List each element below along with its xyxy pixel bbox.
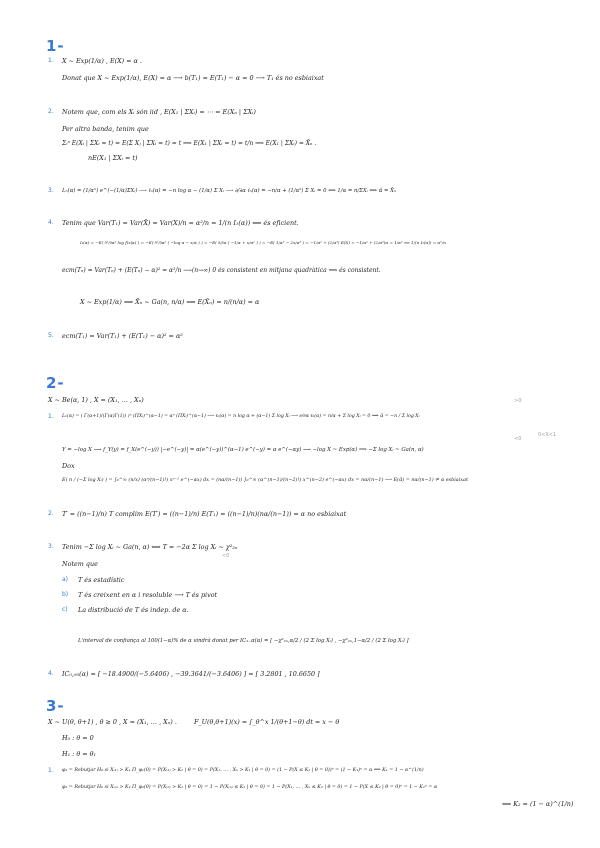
section-title-2: 2- <box>46 374 65 392</box>
item-number: 5. <box>48 332 54 339</box>
text-line: ecm(T₁) = Var(T₁) + (E(T₁) − α)² = α² <box>62 332 183 340</box>
text-line: φ₂ = Rebutjar H₀ si X₍ₙ₎ > K₂ Π_φ₂(0) = P(X₍ₙ₎ > K₂ | θ = 0) = 1 − P(X₍ₙ₎ ≤ K₂ | θ = 0) = 1 − P(X₁, … , Xₙ ≤ K₂ | θ = 0) = 1 − P(X ≤ K₂ | θ = 0)ⁿ = 1 − K₂ⁿ = α <box>62 785 438 790</box>
text-line: Notem que, com els Xᵢ són iid , E(X₁ | ΣXᵢ) = ⋯ = E(Xₙ | ΣXᵢ) <box>62 108 256 116</box>
text-line: Notem que <box>62 560 98 568</box>
annotation-positive: >0 <box>514 398 522 404</box>
text-line: ⟺ K₂ = (1 − α)^(1/n) <box>502 800 574 808</box>
item-number: 2. <box>48 108 54 115</box>
text-line: T és creixent en α i resoluble ⟶ T és pivot <box>78 591 218 599</box>
item-number: 1. <box>48 57 54 64</box>
text-line: φ₁ = Rebutjar H₀ si X₍₁₎ > K₁ Π_φ₁(0) = P(X₍₁₎ > K₁ | θ = 0) = P(X₁, … , Xₙ > K₁ | θ = 0) = (1 − P(X ≤ K₁ | θ = 0))ⁿ = (1 − K₁)ⁿ = α ⟺ K₁ = 1 − α^(1/n) <box>62 768 424 773</box>
item-number: 1. <box>48 767 54 774</box>
item-number: 4. <box>48 670 54 677</box>
annotation-negative: <0 <box>514 436 522 442</box>
text-line: L'interval de confiança al 100(1−α)% de α vindrà donat per IC₁₋α(α) = [ −χ²₂ₙ,α/2 / (2 Σ log Xᵢ) , −χ²₂ₙ,1−α/2 / (2 Σ log Xᵢ) ] <box>78 638 409 644</box>
text-line: T és estadístic <box>78 576 125 584</box>
text-line: X ~ Be(α, 1) , X = (X₁, … , Xₙ) <box>48 396 144 404</box>
text-line: Donat que X ~ Exp(1/α), E(X) = α ⟶ b(T₁) = E(T₁) − α = 0 ⟶ T₁ és no esbiaixat <box>62 74 324 82</box>
text-line: Σᵢⁿ E(Xᵢ | ΣXᵢ = t) = E(Σ Xⱼ | ΣXᵢ = t) = t ⟹ E(X₁ | ΣXᵢ = t) = t/n ⟹ E(X₁ | ΣXᵢ) = X̄ₙ . <box>62 140 317 147</box>
text-line: X ~ Exp(1/α) ⟹ X̄ₙ ~ Ga(n, n/α) ⟹ E(X̄ₙ) = n/(n/α) = α <box>80 298 260 306</box>
text-line: T′ = ((n−1)/n) T complim E(T′) = ((n−1)/n) E(T₁) = ((n−1)/n)(nα/(n−1)) = α no esbiaixat <box>62 510 347 518</box>
text-line: X ~ U(θ, θ+1) , θ ≥ 0 , X = (X₁, … , Xₙ) . <box>48 718 177 726</box>
text-line: nE(X₁ | ΣXᵢ = t) <box>88 154 138 162</box>
text-line: ecm(Tₙ) = Var(Tₙ) + (E(Tₙ) − α)² = α²/n ⟶(n→∞) 0 és consistent en mitjana quadràtica ⟹ és consistent. <box>62 267 381 274</box>
text-line: Lₙ(α) = (1/αⁿ) e^(−(1/α)ΣXᵢ) ⟶ ℓₙ(α) = −n log α − (1/α) Σ Xᵢ ⟶ ∂/∂α ℓₙ(α) = −n/α + (1/α²) Σ Xᵢ = 0 ⟺ 1/α = n/ΣXᵢ ⟺ α̂ = X̄ₙ <box>62 188 397 194</box>
item-label: a) <box>62 576 69 583</box>
text-line: E( n / (−Σ log Xᵢ) ) = ∫₀^∞ (n/x) (αⁿ/(n−1)!) xⁿ⁻¹ e^(−αx) dx = (nα/(n−1)) ∫₀^∞ (α^(n−1)/(n−2)!) x^(n−2) e^(−αx) dx = nα/(n−1) ⟶ E(α̂) = nα/(n−1) ≠ α esbiaixat <box>62 477 468 483</box>
text-line: H₀ : θ = 0 <box>62 734 94 742</box>
item-label: b) <box>62 591 69 598</box>
text-line: Tenim que Var(T₁) = Var(X̄) = Var(X)/n = α²/n = 1/(n I₁(α)) ⟺ és eficient. <box>62 219 299 227</box>
text-line: F_U(θ,θ+1)(x) = ∫_θ^x 1/(θ+1−θ) dt = x − θ <box>194 718 340 726</box>
text-line: I₁(α) = −E( ∂²/∂α² log f(x|α) ) = −E( ∂²/∂α² ( −log α − x/α ) ) = −E( ∂/∂α ( −1/α + x/α² ) ) = −E( 1/α² − 2x/α³ ) = −1/α² + (2/α³) E(X) = −1/α² + (2/α³)α = 1/α² ⟹ 1/(n I₁(α)) = α²/n <box>80 240 446 245</box>
text-line: La distribució de T és indep. de α. <box>78 606 189 614</box>
text-line: IC₀,₉₅(α) = [ −18.4900/(−5.6406) , −39.3641/(−3.6406) ] = [ 3.2801 , 10.6650 ] <box>62 670 320 678</box>
text-line: H₁ : θ = θ₁ <box>62 750 97 758</box>
annotation-negative: <0 <box>222 553 230 559</box>
item-number: 4. <box>48 219 54 226</box>
item-number: 2. <box>48 510 54 517</box>
item-number: 3. <box>48 543 54 550</box>
item-number: 3. <box>48 187 54 194</box>
item-number: 1. <box>48 413 54 420</box>
item-label: c) <box>62 606 68 613</box>
text-line: Tenim −Σ log Xᵢ ~ Ga(n, α) ⟺ T = −2α Σ log Xᵢ ~ χ²₂ₙ <box>62 543 238 551</box>
annotation-range: 0<X<1 <box>538 432 557 438</box>
text-line: Per altra banda, tenim que <box>62 125 149 133</box>
text-line: Lₙ(α) = ( Γ(α+1)/(Γ(α)Γ(1)) )ⁿ (ΠXᵢ)^(α−1) = αⁿ (ΠXᵢ)^(α−1) ⟶ ℓₙ(α) = n log α + (α−1) Σ log Xᵢ ⟶ ∂/∂α ℓₙ(α) = n/α + Σ log Xᵢ = 0 ⟺ α̂ = −n / Σ log Xᵢ <box>62 414 420 419</box>
text-line: X ~ Exp(1/α) , E(X) = α . <box>62 57 142 65</box>
text-line: Dox <box>62 462 75 470</box>
section-title-3: 3- <box>46 697 65 715</box>
section-title-1: 1- <box>46 37 65 55</box>
text-line: Y = −log X ⟶ f_Y(y) = f_X(e^(−y)) |−e^(−y)| = α(e^(−y))^(α−1) e^(−y) = α e^(−αy) ⟶ −log X ~ Exp(α) ⟹ −Σ log Xᵢ ~ Ga(n, α) <box>62 447 424 453</box>
